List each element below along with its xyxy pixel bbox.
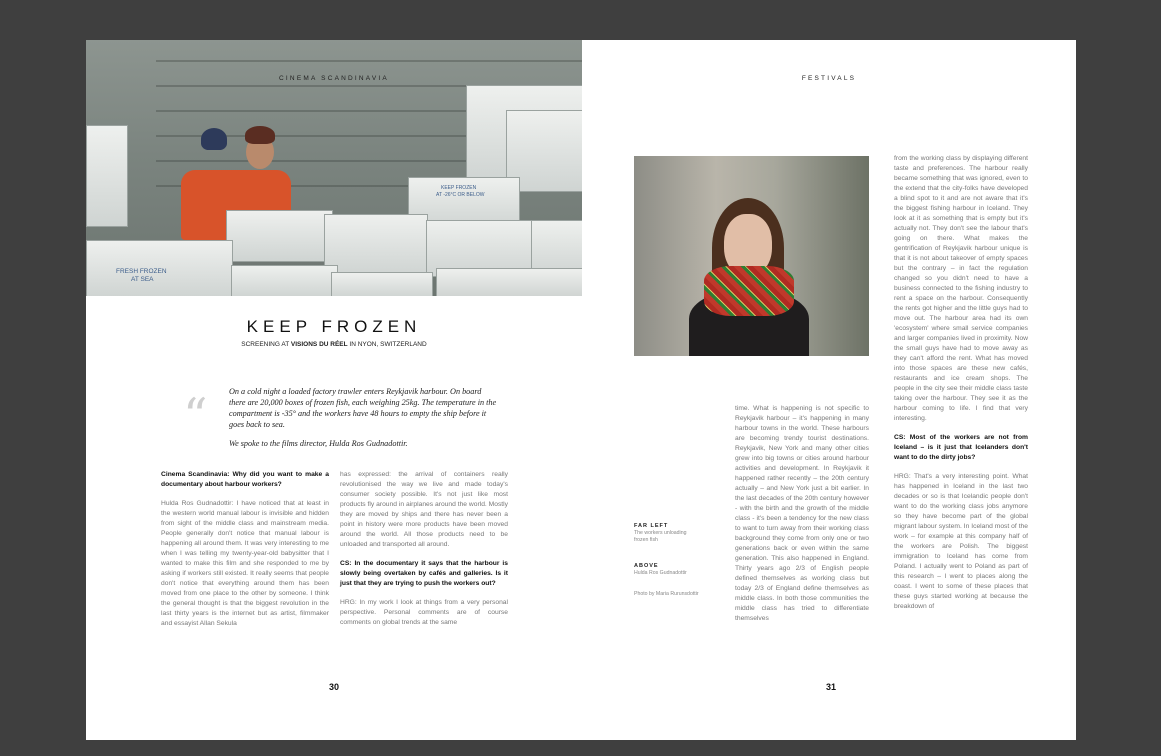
quote-mark-icon: “ [183, 388, 208, 444]
interview-answer: Hulda Ros Gudnadottir: I have noticed that at least in the western world manual labour is invisible and hidden from sight of the middle class and mainstream media. People generally don't notice that manual labour is happening all around them. It was very interesting to me when I was telling my twenty-year-old babysitter that I wanted to make this film and she responded to me by asking if workers still existed. It really seems that people don't notice that everything around them has been moved from one place to the other by someone. I think the general thought is that the biggest revolution in the last thirty years is the internet but as artist, filmmaker and essayist Allan Sekula [161, 500, 329, 627]
column-2 [340, 470, 508, 637]
article-title: KEEP FROZEN [246, 317, 422, 336]
interview-answer: HRG: In my work I look at things from a very personal perspective. Personal comments are of course comments on global trends at the same [340, 599, 508, 626]
director-portrait-photo [634, 156, 869, 356]
box-label: AT -26°C OR BELOW [436, 192, 485, 198]
box-label: KEEP FROZEN [441, 185, 477, 191]
page-number: 31 [826, 682, 837, 692]
running-head: FESTIVALS [801, 75, 857, 82]
box-label: FRESH FROZEN [116, 268, 167, 275]
left-page [86, 40, 582, 740]
harbour-workers-photo [86, 40, 582, 296]
caption-far-left: FAR LEFT The workers unloading frozen fish [634, 523, 687, 543]
body-paragraph: has expressed: the arrival of containers really revolutionised the way we live and made today's consumer society possible. It's not just like most products fly around in airplanes around the world. Mostly they are moved by ships and there has never been a point in history were more products have been moved around the world. All those products need to be unloaded and transported all around. [340, 471, 508, 548]
photo-credit: Photo by Maria Rurunsdottir [634, 591, 699, 597]
body-paragraph: from the working class by displaying different taste and preferences. The harbour really became something that was ignored, even to the extend that the city-folks have developed a blind spot to it and are not aware that it's the biggest fishing harbour in Iceland. They look at it as something that is empty but it's actually not. They don't see the labour that's going on there. What makes the gentrification of Reykjavik harbour unique is that it is not about takeover of empty spaces but the contrary – in fact the regulation changed so you didn't need to have a business connected to the fishing industry to rent a space on the harbour. Consequently the rents got higher and the little guys had to move out. The harbour area had its own 'ecosystem' where small service companies and larger companies lived in proximity. Now the small guys have had to move away as they can't afford the rent. What has moved into those spaces are these new cafés, restaurants and ice cream shops. The people in the city see their middle class taste taking over the harbour. They see it as the harbour coming to life. I find that very interesting. [894, 155, 1028, 422]
interview-question: CS: Most of the workers are not from Iceland – is it just that Icelanders don't want to do the dirty jobs? [894, 434, 1028, 461]
interview-answer: HRG: That's a very interesting point. What has happened in Iceland in the last two decades or so is that Icelandic people don't want to do the working class jobs anymore so they have become part of the global migrant labour system. In Iceland most of the work – for example at this company half of the workers are Polish. The biggest immigration to Iceland has come from Poland. I actually went to Poland as part of this research – I went to places along the coast. I went to some of these places that these guys started working at because the breakdown of [894, 473, 1028, 610]
column-4 [894, 154, 1028, 621]
running-head: CINEMA SCANDINAVIA [279, 75, 389, 82]
interview-question: CS: In the documentary it says that the harbour is slowly being overtaken by cafés and galleries. Is it just that they are trying to push the workers out? [340, 560, 508, 587]
page-number: 30 [329, 682, 340, 692]
box-label: AT SEA [131, 276, 154, 283]
caption-above: ABOVE Hulda Ros Gudnadottir [634, 563, 687, 576]
article-subtitle: SCREENING AT VISIONS DU RÉEL IN NYON, SWITZERLAND [241, 341, 427, 348]
intro-text: On a cold night a loaded factory trawler enters Reykjavik harbour. On board there are 20,000 boxes of frozen fish, each weighing 25kg. The temperature in the compartment is -35° and the workers have 48 hours to empty the ship before it goes back to sea. We spoke to the films director, Hulda Ros Gudnadottir. [229, 387, 497, 448]
body-paragraph: time. What is happening is not specific to Reykjavik harbour – it's happening in many harbour towns in the world. These harbours are becoming trendy tourist destinations. Reykjavik, New York and many other cities grew into big towns or cities around harbour activities and development. In Reykjavik it happened rather recently – the 20th century actually – and New York just a bit earlier. In the last decades of the 20th century however - with the birth and the growth of the middle class - it's been a tendency for the new class to want to turn away from their working class background they come from only one or two generations back or even within the same generation. This also happened in England. Thirty years ago 2/3 of English people defined themselves as working class but today 2/3 of England define themselves as middle class. In both those communities the middle class has tried to differentiate themselves [735, 405, 869, 622]
column-1 [161, 470, 329, 638]
right-page [582, 40, 1076, 740]
column-3 [735, 404, 869, 633]
interview-question: Cinema Scandinavia: Why did you want to make a documentary about harbour workers? [161, 471, 329, 488]
